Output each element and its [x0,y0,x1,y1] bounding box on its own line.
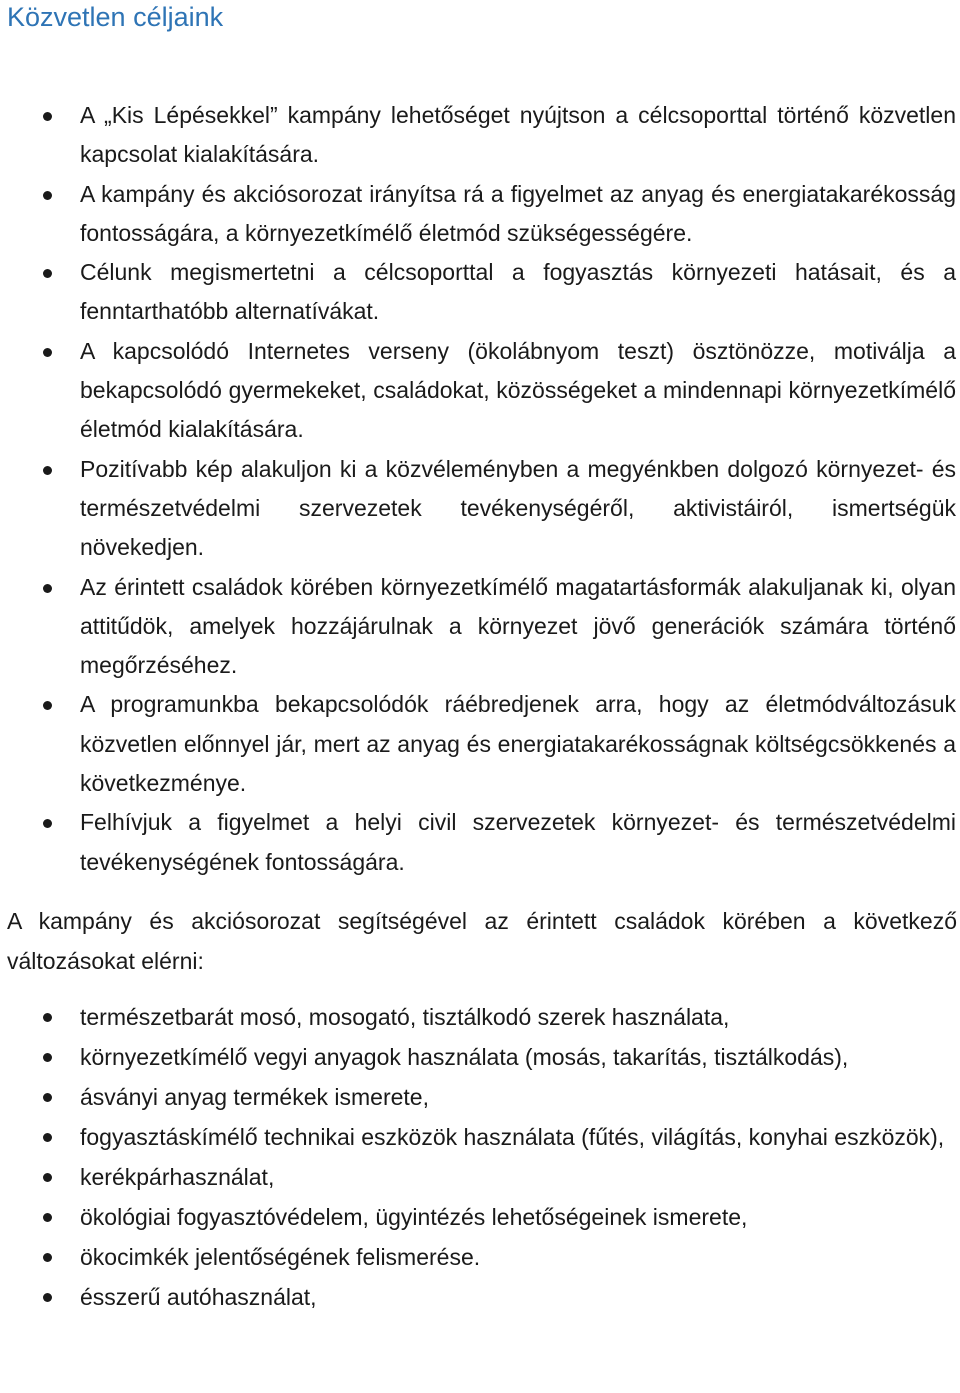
list-item-text: Célunk megismertetni a célcsoporttal a fogyasztás környezeti hatásait, és a fenntarthatóbb alternatívákat. [80,259,956,325]
bullet-icon [43,1053,52,1062]
bullet-icon [43,1293,52,1302]
list-item-text: A kampány és akciósorozat irányítsa rá a figyelmet az anyag és energiatakarékosság fontosságára, a környezetkímélő életmód szükségességére. [80,180,956,246]
list-item [0,1277,960,1317]
bullet-icon [43,191,52,200]
list-item-text: kerékpárhasználat, [80,1164,275,1190]
bullet-icon [43,819,52,828]
list-item [0,1197,960,1237]
list-item-text: ásványi anyag termékek ismerete, [80,1084,429,1110]
list-item-text: ésszerű autóhasználat, [80,1284,317,1310]
list-item [0,96,960,175]
bullet-icon [43,1013,52,1022]
list-item [0,568,960,686]
list-item [0,332,960,450]
bullet-icon [43,701,52,710]
bullet-icon [43,112,52,121]
list-item [0,175,960,254]
list-item [0,997,960,1037]
list-item-text: Az érintett családok körében környezetkímélő magatartásformák alakuljanak ki, olyan attitűdök, amelyek hozzájárulnak a környezet jövő generációk számára történő megőrzéséhez. [80,573,956,679]
list-item [0,1077,960,1117]
list-item [0,1037,960,1077]
list-item-text: Pozitívabb kép alakuljon ki a közvéleményben a megyénkben dolgozó környezet- és természetvédelmi szervezetek tevékenységéről, aktivistáiról, ismertségük növekedjen. [80,455,956,561]
bullet-icon [43,269,52,278]
intro-paragraph: A kampány és akciósorozat segítségével az érintett családok körében a következő változásokat elérni: [7,908,957,974]
bullet-icon [43,1213,52,1222]
list-item [0,1157,960,1197]
list-item [0,1237,960,1277]
list-item [0,450,960,568]
bullet-icon [43,1173,52,1182]
list-item [0,685,960,803]
page-title: Közvetlen céljaink [7,2,224,32]
bullet-icon [43,1253,52,1262]
bullet-icon [43,1093,52,1102]
changes-list [0,997,960,1317]
list-item-text: ökológiai fogyasztóvédelem, ügyintézés lehetőségeinek ismerete, [80,1204,748,1230]
list-item-text: Felhívjuk a figyelmet a helyi civil szervezetek környezet- és természetvédelmi tevékenységének fontosságára. [80,809,956,875]
list-item-text: fogyasztáskímélő technikai eszközök használata (fűtés, világítás, konyhai eszközök), [80,1124,945,1150]
list-item-text: A kapcsolódó Internetes verseny (ökolábnyom teszt) ösztönözze, motiválja a bekapcsolódó gyermekeket, családokat, közösségeket a mindennapi környezetkímélő életmód kialakítására. [80,337,956,443]
bullet-icon [43,348,52,357]
list-item [0,253,960,332]
list-item [0,803,960,882]
list-item [0,1117,960,1157]
bullet-icon [43,584,52,593]
goals-list [0,96,960,882]
list-item-text: ökocimkék jelentőségének felismerése. [80,1244,481,1270]
list-item-text: A „Kis Lépésekkel” kampány lehetőséget nyújtson a célcsoporttal történő közvetlen kapcsolat kialakítására. [80,102,956,168]
bullet-icon [43,1133,52,1142]
list-item-text: A programunkba bekapcsolódók ráébredjenek arra, hogy az életmódváltozásuk közvetlen előnnyel jár, mert az anyag és energiatakarékosságnak költségcsökkenés a következménye. [80,691,956,797]
bullet-icon [43,466,52,475]
list-item-text: környezetkímélő vegyi anyagok használata (mosás, takarítás, tisztálkodás), [80,1044,849,1070]
list-item-text: természetbarát mosó, mosogató, tisztálkodó szerek használata, [80,1004,730,1030]
